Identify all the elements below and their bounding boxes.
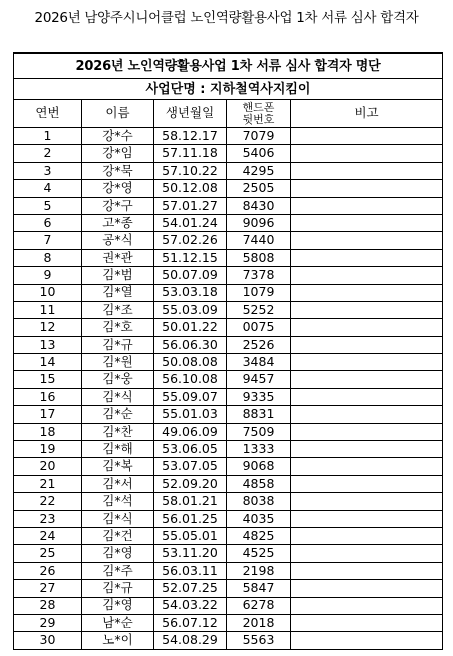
cell-no: 26 (14, 562, 82, 579)
cell-no: 30 (14, 632, 82, 649)
cell-no: 2 (14, 145, 82, 162)
unit-row (14, 79, 443, 100)
cell-no: 4 (14, 180, 82, 197)
cell-no: 11 (14, 301, 82, 318)
cell-note (291, 475, 443, 492)
cell-no: 8 (14, 249, 82, 266)
cell-name: 강*묵 (82, 162, 154, 179)
cell-name: 김*주 (82, 562, 154, 579)
table-row (14, 632, 443, 649)
cell-no: 3 (14, 162, 82, 179)
cell-no: 1 (14, 128, 82, 145)
cell-note (291, 632, 443, 649)
cell-birth: 56.03.11 (154, 562, 227, 579)
cell-name: 김*복 (82, 458, 154, 475)
cell-birth: 58.01.21 (154, 493, 227, 510)
cell-no: 22 (14, 493, 82, 510)
cell-name: 김*순 (82, 406, 154, 423)
cell-phone: 8430 (227, 197, 291, 214)
cell-note (291, 441, 443, 458)
cell-birth: 50.01.22 (154, 319, 227, 336)
cell-no: 21 (14, 475, 82, 492)
cell-phone: 5406 (227, 145, 291, 162)
cell-phone: 7440 (227, 232, 291, 249)
cell-note (291, 354, 443, 371)
table-row (14, 597, 443, 614)
cell-name: 김*찬 (82, 423, 154, 440)
cell-phone: 2198 (227, 562, 291, 579)
table-row (14, 545, 443, 562)
cell-name: 강*구 (82, 197, 154, 214)
cell-no: 20 (14, 458, 82, 475)
cell-phone: 5252 (227, 301, 291, 318)
cell-phone: 9335 (227, 388, 291, 405)
cell-birth: 53.03.18 (154, 284, 227, 301)
cell-name: 김*규 (82, 336, 154, 353)
cell-phone: 9068 (227, 458, 291, 475)
cell-birth: 57.10.22 (154, 162, 227, 179)
cell-birth: 49.06.09 (154, 423, 227, 440)
cell-birth: 56.10.08 (154, 371, 227, 388)
cell-phone: 0075 (227, 319, 291, 336)
cell-birth: 52.07.25 (154, 580, 227, 597)
cell-name: 김*영 (82, 545, 154, 562)
table-row (14, 423, 443, 440)
cell-no: 5 (14, 197, 82, 214)
cell-no: 28 (14, 597, 82, 614)
cell-birth: 57.01.27 (154, 197, 227, 214)
cell-phone: 3484 (227, 354, 291, 371)
cell-no: 29 (14, 614, 82, 631)
cell-name: 김*열 (82, 284, 154, 301)
cell-birth: 53.11.20 (154, 545, 227, 562)
cell-birth: 50.08.08 (154, 354, 227, 371)
table-row (14, 267, 443, 284)
cell-phone: 4825 (227, 527, 291, 544)
cell-name: 김*석 (82, 493, 154, 510)
cell-note (291, 597, 443, 614)
cell-birth: 50.12.08 (154, 180, 227, 197)
header-no: 연번 (14, 100, 82, 128)
table-row (14, 232, 443, 249)
cell-phone: 1333 (227, 441, 291, 458)
cell-phone: 8831 (227, 406, 291, 423)
cell-birth: 54.01.24 (154, 214, 227, 231)
cell-birth: 51.12.15 (154, 249, 227, 266)
table-row (14, 406, 443, 423)
cell-note (291, 545, 443, 562)
cell-no: 10 (14, 284, 82, 301)
cell-name: 강*수 (82, 128, 154, 145)
cell-name: 김*해 (82, 441, 154, 458)
cell-note (291, 493, 443, 510)
cell-no: 27 (14, 580, 82, 597)
cell-name: 김*호 (82, 319, 154, 336)
cell-phone: 2018 (227, 614, 291, 631)
cell-no: 17 (14, 406, 82, 423)
header-note: 비고 (291, 100, 443, 128)
cell-no: 25 (14, 545, 82, 562)
table-row (14, 458, 443, 475)
cell-name: 고*종 (82, 214, 154, 231)
cell-name: 김*식 (82, 388, 154, 405)
cell-phone: 5563 (227, 632, 291, 649)
header-phone (227, 100, 291, 128)
table-row (14, 284, 443, 301)
cell-note (291, 336, 443, 353)
cell-phone: 7509 (227, 423, 291, 440)
cell-name: 남*순 (82, 614, 154, 631)
cell-no: 18 (14, 423, 82, 440)
cell-note (291, 580, 443, 597)
cell-phone: 8038 (227, 493, 291, 510)
cell-phone: 4295 (227, 162, 291, 179)
cell-no: 13 (14, 336, 82, 353)
cell-no: 12 (14, 319, 82, 336)
table-row (14, 562, 443, 579)
cell-no: 15 (14, 371, 82, 388)
cell-phone: 5847 (227, 580, 291, 597)
cell-phone: 4035 (227, 510, 291, 527)
table-row (14, 128, 443, 145)
cell-no: 19 (14, 441, 82, 458)
cell-name: 김*원 (82, 354, 154, 371)
table-row (14, 580, 443, 597)
table-row (14, 249, 443, 266)
cell-note (291, 301, 443, 318)
cell-note (291, 267, 443, 284)
table-row (14, 336, 443, 353)
cell-no: 9 (14, 267, 82, 284)
cell-note (291, 562, 443, 579)
cell-birth: 55.03.09 (154, 301, 227, 318)
cell-birth: 58.12.17 (154, 128, 227, 145)
cell-birth: 56.07.12 (154, 614, 227, 631)
table-row (14, 214, 443, 231)
cell-birth: 56.06.30 (154, 336, 227, 353)
cell-no: 7 (14, 232, 82, 249)
table-row (14, 197, 443, 214)
cell-no: 16 (14, 388, 82, 405)
cell-no: 6 (14, 214, 82, 231)
cell-name: 강*영 (82, 180, 154, 197)
cell-phone: 7378 (227, 267, 291, 284)
table-row (14, 475, 443, 492)
header-phone-line2: 뒷번호 (242, 112, 275, 126)
cell-birth: 53.07.05 (154, 458, 227, 475)
cell-name: 김*건 (82, 527, 154, 544)
cell-no: 14 (14, 354, 82, 371)
table-row (14, 162, 443, 179)
header-birth: 생년월일 (154, 100, 227, 128)
table-row (14, 614, 443, 631)
cell-note (291, 527, 443, 544)
cell-note (291, 232, 443, 249)
cell-name: 김*규 (82, 580, 154, 597)
cell-birth: 52.09.20 (154, 475, 227, 492)
table-row (14, 354, 443, 371)
cell-note (291, 214, 443, 231)
cell-name: 강*임 (82, 145, 154, 162)
table-title: 2026년 노인역량활용사업 1차 서류 심사 합격자 명단 (14, 53, 443, 79)
cell-note (291, 423, 443, 440)
cell-phone: 9096 (227, 214, 291, 231)
cell-note (291, 458, 443, 475)
table-row (14, 319, 443, 336)
cell-note (291, 406, 443, 423)
cell-note (291, 614, 443, 631)
cell-phone: 4858 (227, 475, 291, 492)
cell-name: 공*식 (82, 232, 154, 249)
cell-name: 노*이 (82, 632, 154, 649)
table-row (14, 388, 443, 405)
cell-note (291, 371, 443, 388)
cell-no: 24 (14, 527, 82, 544)
cell-phone: 6278 (227, 597, 291, 614)
cell-birth: 53.06.05 (154, 441, 227, 458)
cell-phone: 4525 (227, 545, 291, 562)
cell-name: 김*웅 (82, 371, 154, 388)
cell-phone: 2505 (227, 180, 291, 197)
cell-phone: 1079 (227, 284, 291, 301)
cell-birth: 56.01.25 (154, 510, 227, 527)
header-name: 이름 (82, 100, 154, 128)
table-row (14, 301, 443, 318)
header-phone-line1: 핸드폰 (242, 100, 275, 114)
cell-name: 김*범 (82, 267, 154, 284)
cell-birth: 55.09.07 (154, 388, 227, 405)
cell-note (291, 249, 443, 266)
cell-note (291, 180, 443, 197)
cell-name: 김*식 (82, 510, 154, 527)
page-title: 2026년 남양주시니어클럽 노인역량활용사업 1차 서류 심사 합격자 (34, 10, 419, 26)
cell-birth: 55.05.01 (154, 527, 227, 544)
cell-birth: 57.11.18 (154, 145, 227, 162)
cell-birth: 54.08.29 (154, 632, 227, 649)
cell-no: 23 (14, 510, 82, 527)
cell-birth: 57.02.26 (154, 232, 227, 249)
cell-name: 김*조 (82, 301, 154, 318)
header-row (14, 100, 443, 128)
cell-note (291, 388, 443, 405)
table-row (14, 493, 443, 510)
cell-phone: 9457 (227, 371, 291, 388)
table-row (14, 527, 443, 544)
cell-note (291, 145, 443, 162)
table-title-row (14, 53, 443, 79)
cell-note (291, 128, 443, 145)
unit-label: 사업단명 : 지하철역사지킴이 (14, 79, 443, 100)
cell-name: 권*관 (82, 249, 154, 266)
table-row (14, 371, 443, 388)
cell-phone: 7079 (227, 128, 291, 145)
cell-phone: 5808 (227, 249, 291, 266)
table-row (14, 180, 443, 197)
cell-name: 김*서 (82, 475, 154, 492)
cell-birth: 55.01.03 (154, 406, 227, 423)
cell-phone: 2526 (227, 336, 291, 353)
cell-note (291, 510, 443, 527)
cell-note (291, 197, 443, 214)
cell-note (291, 284, 443, 301)
cell-name: 김*영 (82, 597, 154, 614)
cell-note (291, 319, 443, 336)
table-row (14, 441, 443, 458)
applicant-table (13, 52, 443, 650)
cell-birth: 50.07.09 (154, 267, 227, 284)
cell-note (291, 162, 443, 179)
cell-birth: 54.03.22 (154, 597, 227, 614)
table-row (14, 145, 443, 162)
table-row (14, 510, 443, 527)
